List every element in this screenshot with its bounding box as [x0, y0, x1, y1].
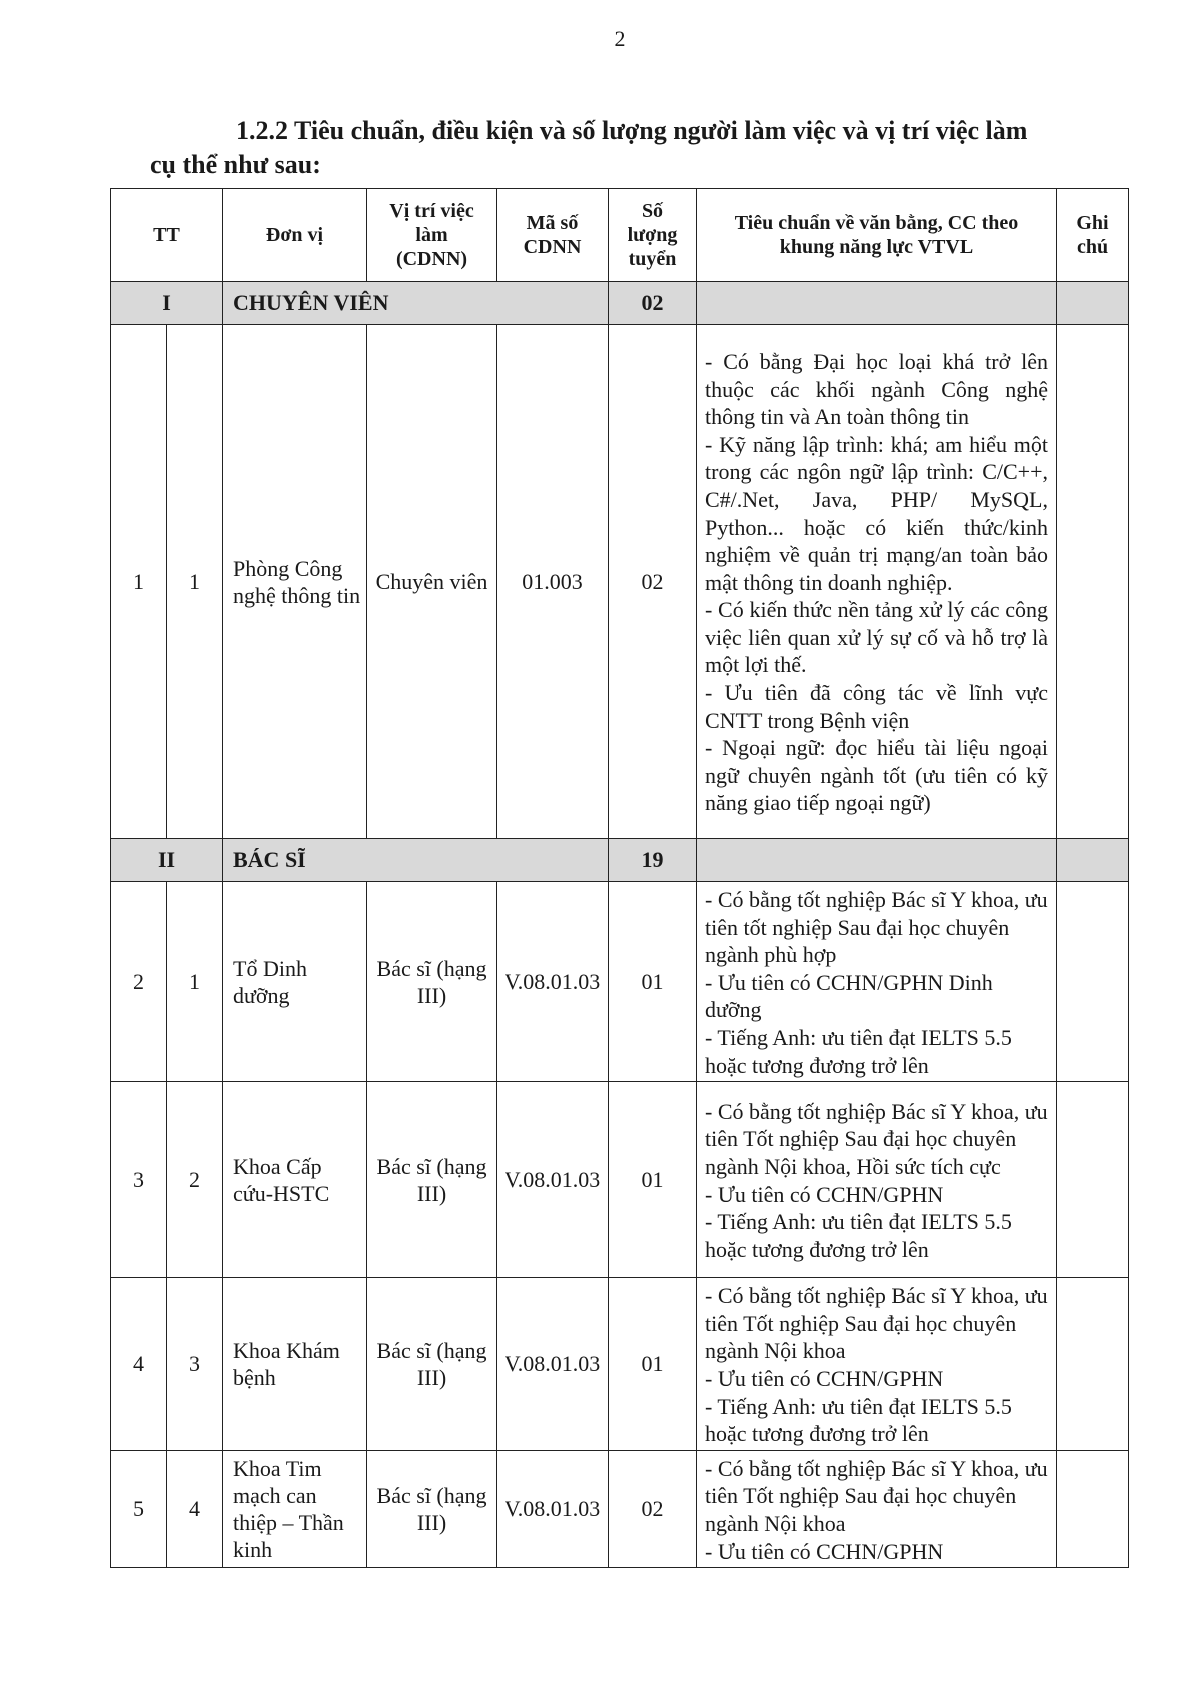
header-notes: Ghi chú [1057, 189, 1129, 282]
row-code: 01.003 [497, 325, 609, 839]
section-row [111, 839, 1129, 882]
table-row [111, 1082, 1129, 1278]
row-sub: 3 [167, 1278, 223, 1451]
requirement-line: - Có bằng tốt nghiệp Bác sĩ Y khoa, ưu tiên Tốt nghiệp Sau đại học chuyên ngành Nội khoa, Hồi sức tích cực [705, 1098, 1048, 1180]
row-unit: Phòng Công nghệ thông tin [223, 325, 367, 839]
row-code: V.08.01.03 [497, 1278, 609, 1451]
row-quantity: 01 [609, 1278, 697, 1451]
section-empty [697, 282, 1057, 325]
row-sub: 1 [167, 882, 223, 1082]
table-header-row [111, 189, 1129, 282]
requirement-line: - Ưu tiên đã công tác về lĩnh vực CNTT trong Bệnh viện [705, 680, 1048, 733]
row-unit: Khoa Khám bệnh [223, 1278, 367, 1451]
row-sub: 2 [167, 1082, 223, 1278]
row-position: Bác sĩ (hạng III) [367, 882, 497, 1082]
heading-line-2: cụ thể như sau: [150, 150, 321, 179]
row-notes [1057, 1082, 1129, 1278]
section-roman: II [111, 839, 223, 882]
requirement-line: - Có bằng Đại học loại khá trở lên thuộc các khối ngành Công nghệ thông tin và An toàn thông tin [705, 348, 1048, 430]
row-stt: 1 [111, 325, 167, 839]
row-stt: 5 [111, 1450, 167, 1567]
row-unit: Khoa Cấp cứu-HSTC [223, 1082, 367, 1278]
section-count: 19 [609, 839, 697, 882]
row-quantity: 01 [609, 882, 697, 1082]
header-requirements: Tiêu chuẩn về văn bằng, CC theo khung năng lực VTVL [697, 189, 1057, 282]
row-position: Bác sĩ (hạng III) [367, 1082, 497, 1278]
header-unit: Đơn vị [223, 189, 367, 282]
section-roman: I [111, 282, 223, 325]
requirement-line: - Ưu tiên có CCHN/GPHN [705, 1181, 944, 1207]
header-tt: TT [111, 189, 223, 282]
requirement-line: - Ưu tiên có CCHN/GPHN [705, 1365, 944, 1391]
row-quantity: 01 [609, 1082, 697, 1278]
row-requirements [697, 1450, 1057, 1567]
section-empty [1057, 839, 1129, 882]
row-code: V.08.01.03 [497, 882, 609, 1082]
requirement-line: - Tiếng Anh: ưu tiên đạt IELTS 5.5 hoặc tương đương trở lên [705, 1393, 1012, 1447]
table-row [111, 1450, 1129, 1567]
row-stt: 4 [111, 1278, 167, 1451]
row-sub: 4 [167, 1450, 223, 1567]
section-title: BÁC SĨ [223, 839, 609, 882]
row-quantity: 02 [609, 325, 697, 839]
section-empty [1057, 282, 1129, 325]
row-unit: Tổ Dinh dưỡng [223, 882, 367, 1082]
section-count: 02 [609, 282, 697, 325]
section-row [111, 282, 1129, 325]
section-empty [697, 839, 1057, 882]
row-requirements [697, 882, 1057, 1082]
requirement-line: - Ngoại ngữ: đọc hiểu tài liệu ngoại ngữ chuyên ngành tốt (ưu tiên có kỹ năng giao tiếp ngoại ngữ) [705, 735, 1048, 816]
requirement-line: - Ưu tiên có CCHN/GPHN [705, 1538, 944, 1564]
row-position: Bác sĩ (hạng III) [367, 1278, 497, 1451]
row-requirements [697, 1082, 1057, 1278]
recruitment-table [110, 188, 1129, 1568]
header-quantity: Số lượng tuyển [609, 189, 697, 282]
row-position: Chuyên viên [367, 325, 497, 839]
row-stt: 2 [111, 882, 167, 1082]
requirement-line: - Ưu tiên có CCHN/GPHN Dinh dưỡng [705, 969, 993, 1023]
table-row [111, 1278, 1129, 1451]
row-notes [1057, 325, 1129, 839]
requirement-line: - Có bằng tốt nghiệp Bác sĩ Y khoa, ưu tiên tốt nghiệp Sau đại học chuyên ngành phù hợp [705, 887, 1048, 968]
header-position: Vị trí việc làm (CDNN) [367, 189, 497, 282]
table-row [111, 882, 1129, 1082]
section-title: CHUYÊN VIÊN [223, 282, 609, 325]
requirement-line: - Kỹ năng lập trình: khá; am hiểu một trong các ngôn ngữ lập trình: C/C++, C#/.Net, Java, PHP/ MySQL, Python... hoặc có kiến thức/kinh nghiệm về quản trị mạng/an toàn bảo mật thông tin doanh nghiệp. [705, 431, 1048, 595]
row-code: V.08.01.03 [497, 1082, 609, 1278]
row-notes [1057, 1278, 1129, 1451]
row-sub: 1 [167, 325, 223, 839]
requirement-line: - Có kiến thức nền tảng xử lý các công việc liên quan xử lý sự cố và hỗ trợ là một lợi thế. [705, 597, 1048, 678]
row-unit: Khoa Tim mạch can thiệp – Thần kinh [223, 1450, 367, 1567]
row-code: V.08.01.03 [497, 1450, 609, 1567]
section-heading [150, 114, 1110, 182]
requirement-line: - Có bằng tốt nghiệp Bác sĩ Y khoa, ưu tiên Tốt nghiệp Sau đại học chuyên ngành Nội khoa [705, 1283, 1048, 1364]
requirement-line: - Tiếng Anh: ưu tiên đạt IELTS 5.5 hoặc tương đương trở lên [705, 1209, 1012, 1262]
row-requirements [697, 1278, 1057, 1451]
row-stt: 3 [111, 1082, 167, 1278]
heading-line-1: 1.2.2 Tiêu chuẩn, điều kiện và số lượng người làm việc và vị trí việc làm [236, 116, 1028, 145]
row-notes [1057, 882, 1129, 1082]
row-quantity: 02 [609, 1450, 697, 1567]
page-number: 2 [614, 26, 626, 51]
header-code: Mã số CDNN [497, 189, 609, 282]
row-position: Bác sĩ (hạng III) [367, 1450, 497, 1567]
row-requirements [697, 325, 1057, 839]
requirement-line: - Tiếng Anh: ưu tiên đạt IELTS 5.5 hoặc tương đương trở lên [705, 1024, 1012, 1078]
row-notes [1057, 1450, 1129, 1567]
requirement-line: - Có bằng tốt nghiệp Bác sĩ Y khoa, ưu tiên Tốt nghiệp Sau đại học chuyên ngành Nội khoa [705, 1455, 1048, 1536]
table-row [111, 325, 1129, 839]
